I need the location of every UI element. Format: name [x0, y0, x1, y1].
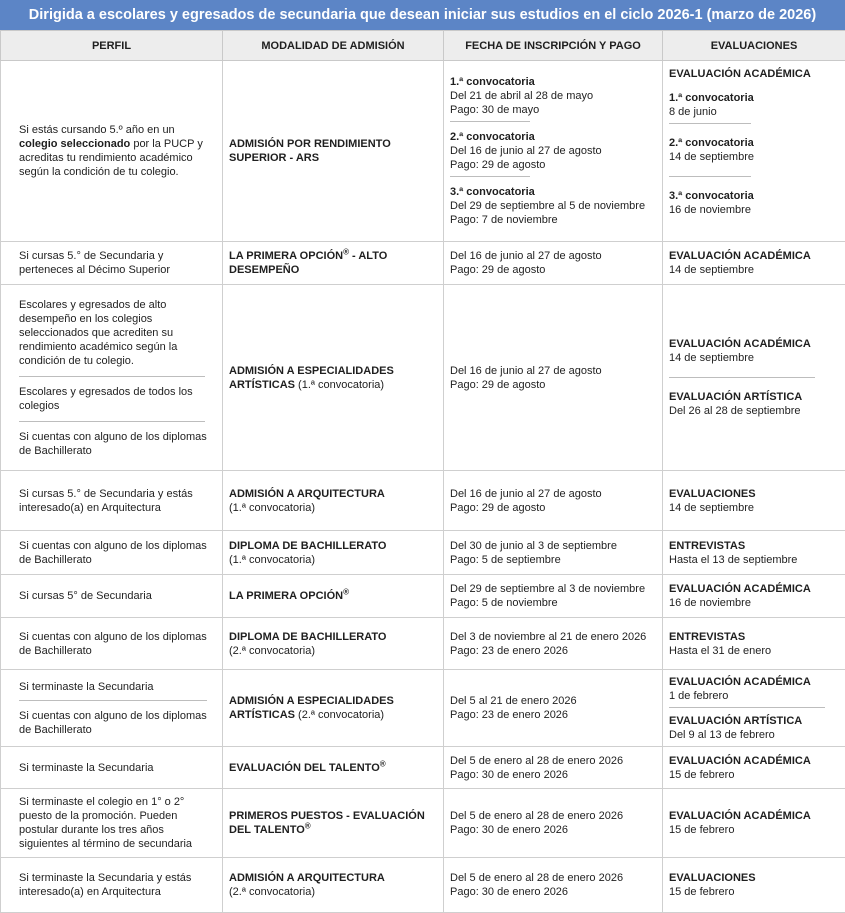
evaluaciones-cell: EVALUACIÓN ACADÉMICA 1 de febrero EVALUACIÓN ARTÍSTICA Del 9 al 13 de febrero	[663, 670, 845, 747]
perfil-cell: Si terminaste la Secundaria y estás interesado(a) en Arquitectura	[1, 858, 223, 913]
perfil-cell: Si terminaste el colegio en 1° o 2° puesto de la promoción. Pueden postular durante los tres años siguientes al término de secundaria	[1, 789, 223, 858]
fecha-cell: Del 5 de enero al 28 de enero 2026 Pago: 30 de enero 2026	[444, 858, 663, 913]
perfil-cell: Si cursas 5.° de Secundaria y perteneces al Décimo Superior	[1, 242, 223, 285]
table-header-row	[1, 31, 845, 61]
modalidad-cell: DIPLOMA DE BACHILLERATO (1.ª convocatoria)	[223, 531, 444, 575]
evaluaciones-cell: EVALUACIÓN ACADÉMICA 14 de septiembre EVALUACIÓN ARTÍSTICA Del 26 al 28 de septiembre	[663, 285, 845, 471]
fecha-cell: Del 30 de junio al 3 de septiembre Pago: 5 de septiembre	[444, 531, 663, 575]
fecha-cell: Del 16 de junio al 27 de agosto Pago: 29 de agosto	[444, 242, 663, 285]
evaluaciones-cell: EVALUACIÓN ACADÉMICA 1.ª convocatoria 8 de junio 2.ª convocatoria 14 de septiembre 3.ª convocatoria 16 de noviembre	[663, 61, 845, 242]
table-row	[1, 789, 845, 858]
fecha-cell: Del 3 de noviembre al 21 de enero 2026 Pago: 23 de enero 2026	[444, 618, 663, 670]
modalidad-cell: ADMISIÓN A ARQUITECTURA (2.ª convocatoria)	[223, 858, 444, 913]
convocatoria-block: 1.ª convocatoria Del 21 de abril al 28 de mayo Pago: 30 de mayo	[450, 75, 656, 117]
modalidad-cell: DIPLOMA DE BACHILLERATO (2.ª convocatoria)	[223, 618, 444, 670]
perfil-cell: Si cuentas con alguno de los diplomas de Bachillerato	[1, 531, 223, 575]
fecha-cell: Del 16 de junio al 27 de agosto Pago: 29 de agosto	[444, 285, 663, 471]
perfil-cell: Si estás cursando 5.º año en un colegio seleccionado por la PUCP y acreditas tu rendimiento académico según la condición de tu colegio.	[1, 61, 223, 242]
fecha-cell: Del 5 al 21 de enero 2026 Pago: 23 de enero 2026	[444, 670, 663, 747]
table-row	[1, 285, 845, 471]
perfil-cell: Si cursas 5.° de Secundaria y estás interesado(a) en Arquitectura	[1, 471, 223, 531]
convocatoria-block: 2.ª convocatoria Del 16 de junio al 27 de agosto Pago: 29 de agosto	[450, 130, 656, 172]
evaluaciones-cell: EVALUACIÓN ACADÉMICA 15 de febrero	[663, 747, 845, 789]
fecha-cell: Del 29 de septiembre al 3 de noviembre Pago: 5 de noviembre	[444, 575, 663, 618]
evaluaciones-cell: EVALUACIONES 14 de septiembre	[663, 471, 845, 531]
fecha-cell	[444, 61, 663, 242]
evaluaciones-cell: ENTREVISTAS Hasta el 13 de septiembre	[663, 531, 845, 575]
modalidad-cell: ADMISIÓN A ESPECIALIDADES ARTÍSTICAS (1.ª convocatoria)	[223, 285, 444, 471]
evaluaciones-cell: EVALUACIONES 15 de febrero	[663, 858, 845, 913]
table-row	[1, 618, 845, 670]
modalidad-cell: LA PRIMERA OPCIÓN®	[223, 575, 444, 618]
table-row	[1, 858, 845, 913]
fecha-cell: Del 5 de enero al 28 de enero 2026 Pago: 30 de enero 2026	[444, 747, 663, 789]
modalidad-cell: LA PRIMERA OPCIÓN® - ALTO DESEMPEÑO	[223, 242, 444, 285]
header-evaluaciones: EVALUACIONES	[663, 31, 845, 61]
perfil-cell: Escolares y egresados de alto desempeño en los colegios seleccionados que acrediten su rendimiento académico según la condición de tu colegio. Escolares y egresados de todos los colegios Si cuentas con alguno de los diplomas de Bachillerato	[1, 285, 223, 471]
table-row	[1, 670, 845, 747]
table-row	[1, 242, 845, 285]
header-perfil: PERFIL	[1, 31, 223, 61]
admissions-table	[0, 30, 845, 913]
modalidad-cell: ADMISIÓN A ARQUITECTURA (1.ª convocatoria)	[223, 471, 444, 531]
perfil-cell: Si terminaste la Secundaria	[1, 747, 223, 789]
header-fecha: FECHA DE INSCRIPCIÓN Y PAGO	[444, 31, 663, 61]
modalidad-cell: ADMISIÓN POR RENDIMIENTO SUPERIOR - ARS	[223, 61, 444, 242]
evaluaciones-cell: EVALUACIÓN ACADÉMICA 16 de noviembre	[663, 575, 845, 618]
fecha-cell: Del 16 de junio al 27 de agosto Pago: 29 de agosto	[444, 471, 663, 531]
perfil-cell: Si terminaste la Secundaria Si cuentas con alguno de los diplomas de Bachillerato	[1, 670, 223, 747]
fecha-cell: Del 5 de enero al 28 de enero 2026 Pago: 30 de enero 2026	[444, 789, 663, 858]
evaluaciones-cell: EVALUACIÓN ACADÉMICA 15 de febrero	[663, 789, 845, 858]
table-row	[1, 531, 845, 575]
table-row	[1, 61, 845, 242]
table-row	[1, 747, 845, 789]
table-row	[1, 471, 845, 531]
page-banner: Dirigida a escolares y egresados de secundaria que desean iniciar sus estudios en el ciclo 2026-1 (marzo de 2026)	[0, 0, 845, 30]
perfil-cell: Si cursas 5° de Secundaria	[1, 575, 223, 618]
modalidad-cell: EVALUACIÓN DEL TALENTO®	[223, 747, 444, 789]
perfil-cell: Si cuentas con alguno de los diplomas de Bachillerato	[1, 618, 223, 670]
header-modalidad: MODALIDAD DE ADMISIÓN	[223, 31, 444, 61]
modalidad-cell: ADMISIÓN A ESPECIALIDADES ARTÍSTICAS (2.ª convocatoria)	[223, 670, 444, 747]
modalidad-cell: PRIMEROS PUESTOS - EVALUACIÓN DEL TALENTO®	[223, 789, 444, 858]
table-row	[1, 575, 845, 618]
evaluaciones-cell: EVALUACIÓN ACADÉMICA 14 de septiembre	[663, 242, 845, 285]
evaluaciones-cell: ENTREVISTAS Hasta el 31 de enero	[663, 618, 845, 670]
convocatoria-block: 3.ª convocatoria Del 29 de septiembre al 5 de noviembre Pago: 7 de noviembre	[450, 185, 656, 227]
